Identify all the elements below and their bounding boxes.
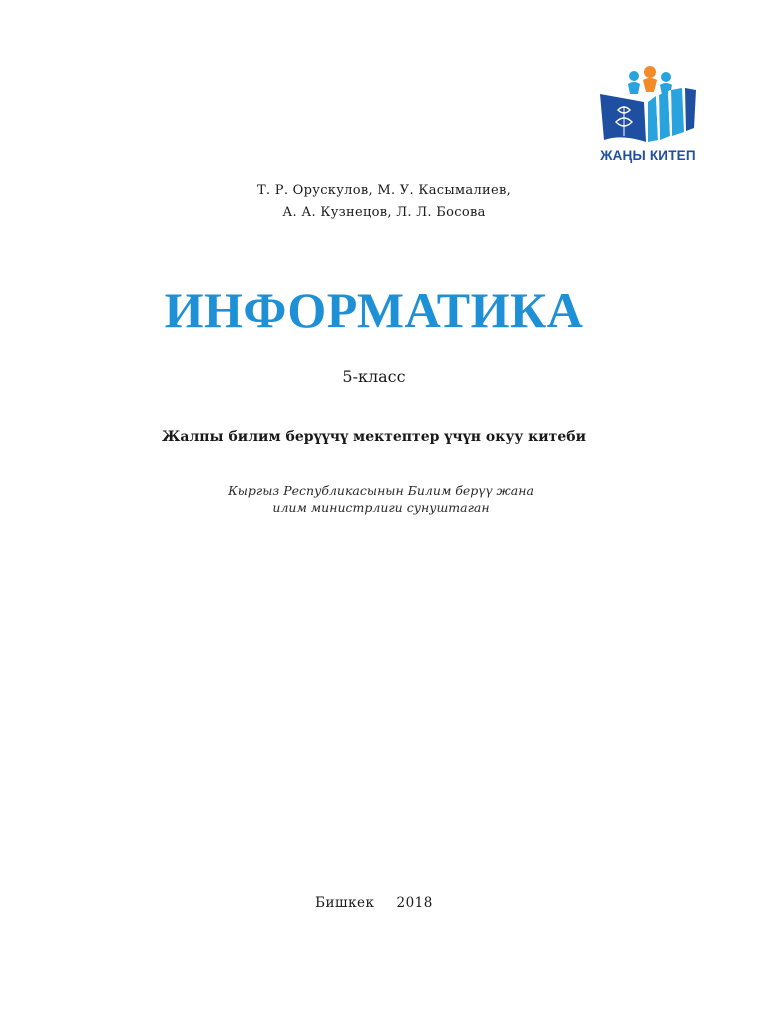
imprint (0, 893, 748, 913)
grade-label: 5-класс (342, 367, 406, 386)
open-book-icon (596, 64, 700, 148)
person-head-icon (661, 72, 671, 82)
publisher-name: ЖАҢЫ КИТЕП (600, 148, 696, 163)
ministry-line-2: илим министрлиги сунуштаган (272, 500, 490, 515)
authors (0, 180, 768, 224)
book-subtitle: Жалпы билим берүүчү мектептер үчүн окуу китеби (162, 429, 586, 445)
imprint-year: 2018 (396, 895, 433, 911)
person-head-icon (644, 66, 656, 78)
ministry-line-1: Кыргыз Республикасынын Билим берүү жана (228, 483, 534, 498)
publisher-logo (596, 64, 700, 170)
person-head-icon (629, 71, 639, 81)
authors-line-1: Т. Р. Орускулов, М. У. Касымалиев, (256, 183, 512, 198)
ministry-recommendation (0, 482, 762, 516)
imprint-city: Бишкек (315, 895, 375, 911)
book-title: ИНФОРМАТИКА (164, 282, 584, 338)
authors-line-2: А. А. Кузнецов, Л. Л. Босова (282, 205, 486, 220)
